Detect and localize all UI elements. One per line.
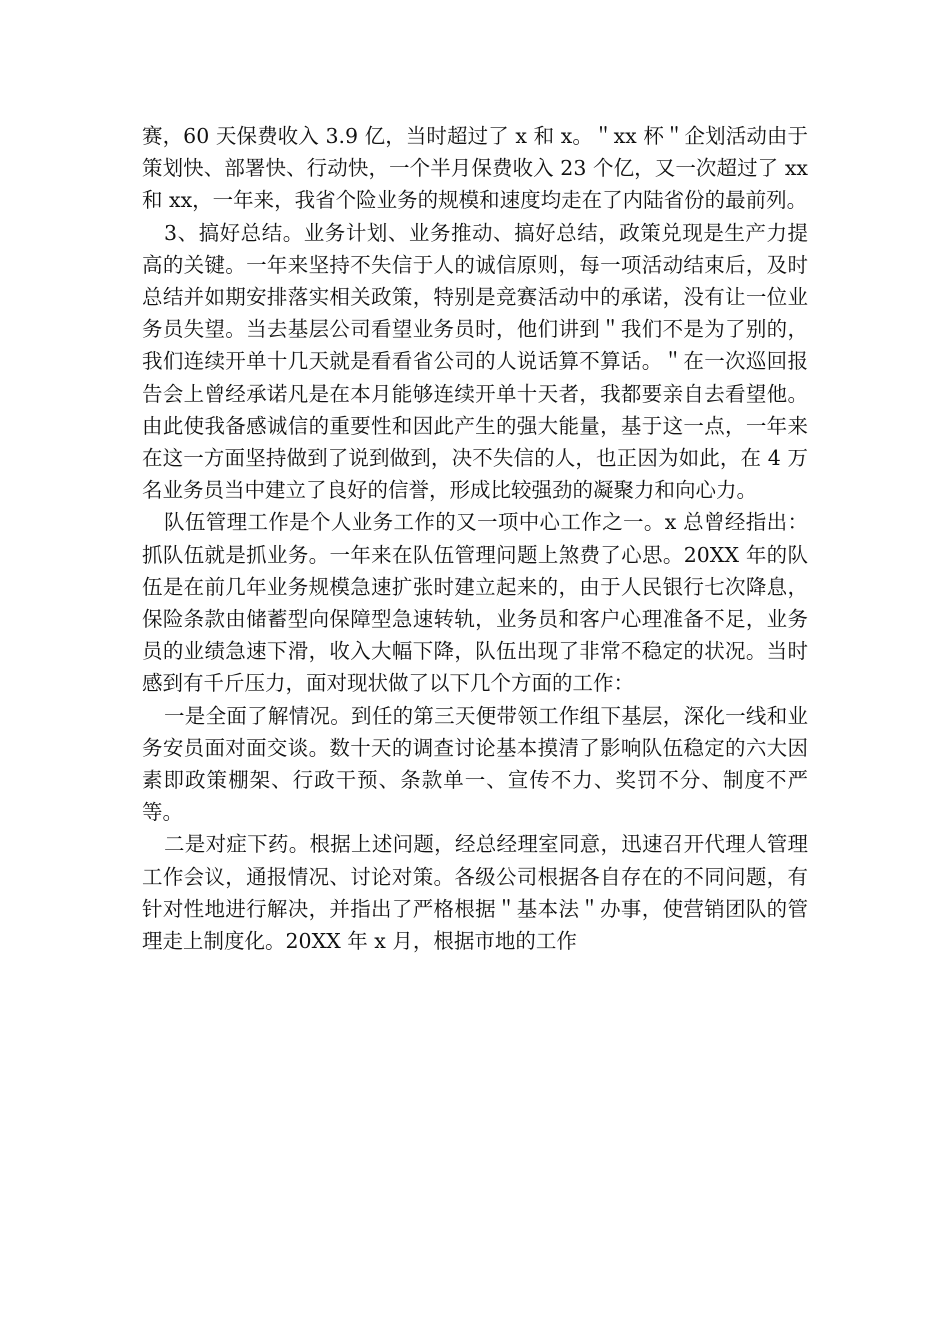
paragraph-summary: 3、搞好总结。业务计划、业务推动、搞好总结，政策兑现是生产力提高的关键。一年来坚持不失信于人的诚信原则，每一项活动结束后，及时总结并如期安排落实相关政策，特别是竞赛活动中的承诺，没有让一位业务员失望。当去基层公司看望业务员时，他们讲到＂我们不是为了别的，我们连续开单十几天就是看看省公司的人说话算不算话。＂在一次巡回报告会上曾经承诺凡是在本月能够连续开单十天者，我都要亲自去看望他。由此使我备感诚信的重要性和因此产生的强大能量，基于这一点，一年来在这一方面坚持做到了说到做到，决不失信的人，也正因为如此，在 4 万名业务员当中建立了良好的信誉，形成比较强劲的凝聚力和向心力。: [142, 220, 808, 503]
paragraph-team-management: 队伍管理工作是个人业务工作的又一项中心工作之一。x 总曾经指出：抓队伍就是抓业务。一年来在队伍管理问题上煞费了心思。20XX 年的队伍是在前几年业务规模急速扩张时建立起来的，由于人民银行七次降息，保险条款由储蓄型向保障型急速转轨，业务员和客户心理准备不足，业务员的业绩急速下滑，收入大幅下降，队伍出现了非常不稳定的状况。当时感到有千斤压力，面对现状做了以下几个方面的工作：: [142, 510, 808, 696]
paragraph-point-two: 二是对症下药。根据上述问题，经总经理室同意，迅速召开代理人管理工作会议，通报情况、讨论对策。各级公司根据各自存在的不同问题，有针对性地进行解决，并指出了严格根据＂基本法＂办事，使营销团队的管理走上制度化。20XX 年 x 月，根据市地的工作: [142, 832, 808, 954]
paragraph-continuation: 赛，60 天保费收入 3.9 亿，当时超过了 x 和 x。＂xx 杯＂企划活动由于策划快、部署快、行动快，一个半月保费收入 23 个亿，又一次超过了 xx 和 xx，一年来，我省个险业务的规模和速度均走在了内陆省份的最前列。: [142, 124, 808, 213]
paragraph-point-one: 一是全面了解情况。到任的第三天便带领工作组下基层，深化一线和业务安员面对面交谈。数十天的调查讨论基本摸清了影响队伍稳定的六大因素即政策棚架、行政干预、条款单一、宣传不力、奖罚不分、制度不严等。: [142, 703, 808, 825]
